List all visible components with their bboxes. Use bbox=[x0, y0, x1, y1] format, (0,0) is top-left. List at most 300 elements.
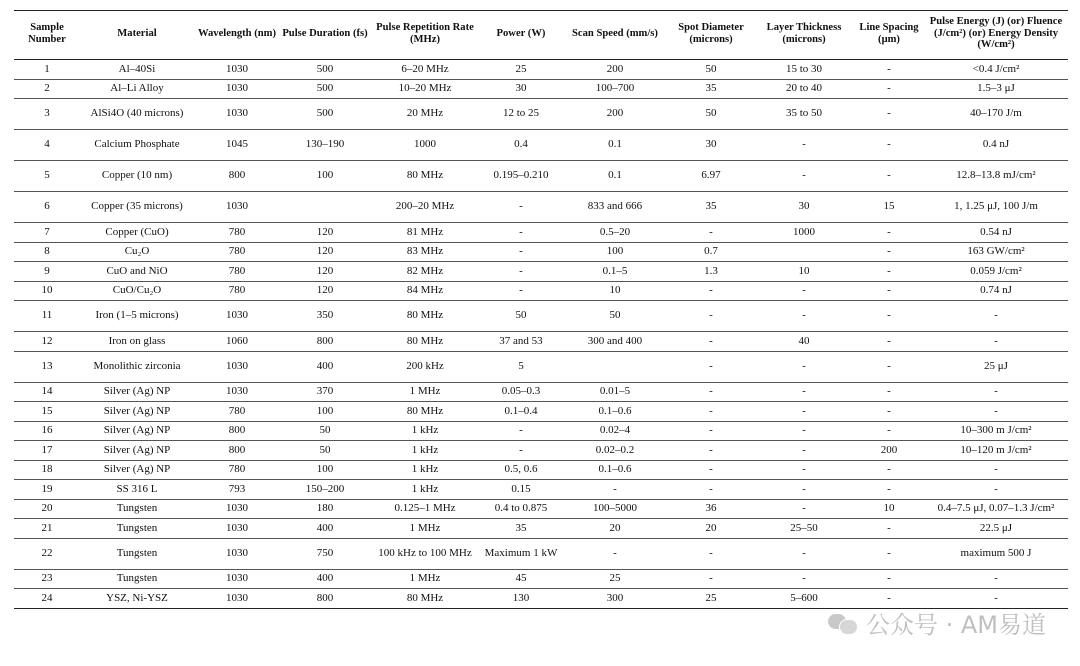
table-row bbox=[14, 130, 1068, 161]
table-cell: 20 bbox=[562, 519, 668, 539]
table-cell: 800 bbox=[280, 589, 370, 609]
table-cell: 100–5000 bbox=[562, 499, 668, 519]
table-cell: - bbox=[854, 281, 924, 301]
table-cell: - bbox=[668, 538, 754, 569]
table-cell: Monolithic zirconia bbox=[80, 351, 194, 382]
table-cell: - bbox=[754, 441, 854, 461]
table-cell: AlSi4O (40 microns) bbox=[80, 99, 194, 130]
table-cell: - bbox=[480, 223, 562, 243]
table-cell: 21 bbox=[14, 519, 80, 539]
table-cell: 780 bbox=[194, 242, 280, 262]
table-cell: - bbox=[480, 192, 562, 223]
header-cell: Sample Number bbox=[14, 11, 80, 60]
table-cell: 40–170 J/m bbox=[924, 99, 1068, 130]
table-cell: 6–20 MHz bbox=[370, 60, 480, 80]
table-cell: 100 bbox=[280, 460, 370, 480]
table-cell: - bbox=[854, 130, 924, 161]
table-cell: - bbox=[480, 262, 562, 282]
table-cell: 0.15 bbox=[480, 480, 562, 500]
table-cell: 0.1–5 bbox=[562, 262, 668, 282]
table-cell: 12 to 25 bbox=[480, 99, 562, 130]
table-row bbox=[14, 569, 1068, 589]
table-cell: - bbox=[668, 351, 754, 382]
table-cell: 80 MHz bbox=[370, 402, 480, 422]
table-cell: - bbox=[668, 460, 754, 480]
table-cell: 1030 bbox=[194, 60, 280, 80]
table-cell: 0.4 to 0.875 bbox=[480, 499, 562, 519]
table-cell: 20 bbox=[14, 499, 80, 519]
table-cell: - bbox=[668, 569, 754, 589]
table-cell: 1030 bbox=[194, 569, 280, 589]
table-cell: 0.5–20 bbox=[562, 223, 668, 243]
table-cell: 100 bbox=[280, 402, 370, 422]
table-cell: 1030 bbox=[194, 301, 280, 332]
table-cell: - bbox=[754, 382, 854, 402]
table-cell: 200 bbox=[854, 441, 924, 461]
table-cell: 120 bbox=[280, 262, 370, 282]
table-row bbox=[14, 161, 1068, 192]
table-cell: 7 bbox=[14, 223, 80, 243]
table-cell: 163 GW/cm² bbox=[924, 242, 1068, 262]
table-cell: 370 bbox=[280, 382, 370, 402]
table-cell: - bbox=[668, 441, 754, 461]
table-cell: 130 bbox=[480, 589, 562, 609]
table-cell: 800 bbox=[280, 332, 370, 352]
table-cell: 1030 bbox=[194, 382, 280, 402]
table-cell: 20 to 40 bbox=[754, 79, 854, 99]
table-cell: Copper (10 nm) bbox=[80, 161, 194, 192]
laser-parameters-table bbox=[14, 10, 1068, 609]
table-cell: 0.1 bbox=[562, 161, 668, 192]
table-cell: 0.125–1 MHz bbox=[370, 499, 480, 519]
header-cell: Line Spacing (μm) bbox=[854, 11, 924, 60]
table-row bbox=[14, 301, 1068, 332]
table-cell: - bbox=[480, 441, 562, 461]
table-cell: - bbox=[854, 519, 924, 539]
table-cell: Silver (Ag) NP bbox=[80, 460, 194, 480]
table-cell: 300 and 400 bbox=[562, 332, 668, 352]
table-cell: 50 bbox=[280, 441, 370, 461]
table-cell: Tungsten bbox=[80, 499, 194, 519]
table-cell: 5 bbox=[480, 351, 562, 382]
table-cell: Silver (Ag) NP bbox=[80, 402, 194, 422]
table-cell: Tungsten bbox=[80, 538, 194, 569]
table-row bbox=[14, 351, 1068, 382]
table-cell: - bbox=[924, 402, 1068, 422]
table-cell: 500 bbox=[280, 60, 370, 80]
header-cell: Power (W) bbox=[480, 11, 562, 60]
table-cell: Silver (Ag) NP bbox=[80, 441, 194, 461]
table-cell: - bbox=[754, 460, 854, 480]
table-cell: 130–190 bbox=[280, 130, 370, 161]
table-cell: 30 bbox=[754, 192, 854, 223]
table-cell: 37 and 53 bbox=[480, 332, 562, 352]
table-cell: 800 bbox=[194, 161, 280, 192]
table-cell: 1000 bbox=[370, 130, 480, 161]
table-cell: 1030 bbox=[194, 499, 280, 519]
table-cell: 10 bbox=[14, 281, 80, 301]
table-cell: 100 kHz to 100 MHz bbox=[370, 538, 480, 569]
table-cell: 0.54 nJ bbox=[924, 223, 1068, 243]
table-cell: 0.4–7.5 μJ, 0.07–1.3 J/cm² bbox=[924, 499, 1068, 519]
table-row bbox=[14, 519, 1068, 539]
table-cell: 3 bbox=[14, 99, 80, 130]
table-cell: Silver (Ag) NP bbox=[80, 421, 194, 441]
table-cell: 350 bbox=[280, 301, 370, 332]
table-cell: 25 bbox=[562, 569, 668, 589]
table-cell: 10 bbox=[562, 281, 668, 301]
table-cell: 180 bbox=[280, 499, 370, 519]
table-cell: 780 bbox=[194, 262, 280, 282]
table-cell: Cu₂O bbox=[80, 242, 194, 262]
table-cell: 10–120 m J/cm² bbox=[924, 441, 1068, 461]
table-cell: - bbox=[754, 130, 854, 161]
table-cell: 1 kHz bbox=[370, 441, 480, 461]
table-cell: - bbox=[754, 499, 854, 519]
table-cell: 5–600 bbox=[754, 589, 854, 609]
table-cell: maximum 500 J bbox=[924, 538, 1068, 569]
table-cell: - bbox=[854, 161, 924, 192]
table-cell: Iron (1–5 microns) bbox=[80, 301, 194, 332]
table-cell: 1045 bbox=[194, 130, 280, 161]
table-cell: - bbox=[668, 281, 754, 301]
header-cell: Spot Diameter (microns) bbox=[668, 11, 754, 60]
table-cell: 0.1–0.6 bbox=[562, 460, 668, 480]
table-cell: 800 bbox=[194, 421, 280, 441]
table-cell: - bbox=[754, 402, 854, 422]
table-cell: 10 bbox=[754, 262, 854, 282]
table-cell: 1030 bbox=[194, 589, 280, 609]
header-cell: Pulse Duration (fs) bbox=[280, 11, 370, 60]
table-cell: - bbox=[854, 99, 924, 130]
table-cell: 17 bbox=[14, 441, 80, 461]
table-cell: 1030 bbox=[194, 192, 280, 223]
table-cell: 36 bbox=[668, 499, 754, 519]
table-cell: SS 316 L bbox=[80, 480, 194, 500]
table-row bbox=[14, 79, 1068, 99]
table-cell: 750 bbox=[280, 538, 370, 569]
table-row bbox=[14, 332, 1068, 352]
table-cell: - bbox=[924, 382, 1068, 402]
table-cell: - bbox=[854, 402, 924, 422]
table-cell: - bbox=[668, 332, 754, 352]
table-cell: - bbox=[924, 332, 1068, 352]
table-cell bbox=[280, 192, 370, 223]
table-cell: 24 bbox=[14, 589, 80, 609]
table-cell: 20 bbox=[668, 519, 754, 539]
header-cell: Material bbox=[80, 11, 194, 60]
table-cell: 50 bbox=[480, 301, 562, 332]
table-cell: 1 MHz bbox=[370, 519, 480, 539]
table-cell: - bbox=[480, 281, 562, 301]
watermark bbox=[828, 605, 1046, 640]
table-cell: 6.97 bbox=[668, 161, 754, 192]
table-cell: 23 bbox=[14, 569, 80, 589]
table-cell: 82 MHz bbox=[370, 262, 480, 282]
table-cell: - bbox=[754, 351, 854, 382]
table-cell: 50 bbox=[668, 60, 754, 80]
table-cell: 2 bbox=[14, 79, 80, 99]
table-cell: - bbox=[854, 262, 924, 282]
table-cell: 0.1–0.4 bbox=[480, 402, 562, 422]
table-cell: 84 MHz bbox=[370, 281, 480, 301]
table-cell: 9 bbox=[14, 262, 80, 282]
table-cell: 30 bbox=[480, 79, 562, 99]
table-cell: Al–40Si bbox=[80, 60, 194, 80]
table-cell: 83 MHz bbox=[370, 242, 480, 262]
table-cell: 1030 bbox=[194, 351, 280, 382]
table-cell: 100 bbox=[280, 161, 370, 192]
table-row bbox=[14, 262, 1068, 282]
table-body bbox=[14, 60, 1068, 609]
table-cell: 10–300 m J/cm² bbox=[924, 421, 1068, 441]
table-cell: 10 bbox=[854, 499, 924, 519]
table-cell: 13 bbox=[14, 351, 80, 382]
table-cell: 15 bbox=[854, 192, 924, 223]
table-cell: - bbox=[480, 242, 562, 262]
table-cell: - bbox=[854, 332, 924, 352]
table-cell: - bbox=[854, 421, 924, 441]
table-cell: 1030 bbox=[194, 538, 280, 569]
table-cell: CuO and NiO bbox=[80, 262, 194, 282]
table-row bbox=[14, 99, 1068, 130]
table-cell: 25 bbox=[668, 589, 754, 609]
table-cell: 200 bbox=[562, 60, 668, 80]
table-cell: - bbox=[924, 460, 1068, 480]
table-cell: - bbox=[480, 421, 562, 441]
table-cell: 1.3 bbox=[668, 262, 754, 282]
table-cell: 1030 bbox=[194, 79, 280, 99]
wechat-icon bbox=[828, 611, 858, 635]
table-cell: 15 bbox=[14, 402, 80, 422]
table-cell: 1 MHz bbox=[370, 382, 480, 402]
table-cell: 780 bbox=[194, 281, 280, 301]
table-cell: 300 bbox=[562, 589, 668, 609]
table-cell: 10–20 MHz bbox=[370, 79, 480, 99]
table-cell: 50 bbox=[280, 421, 370, 441]
table-cell: 80 MHz bbox=[370, 161, 480, 192]
table-row bbox=[14, 421, 1068, 441]
table-cell: 200 kHz bbox=[370, 351, 480, 382]
table-cell: 14 bbox=[14, 382, 80, 402]
table-cell: 0.02–0.2 bbox=[562, 441, 668, 461]
table-cell: 200 bbox=[562, 99, 668, 130]
table-cell: 35 bbox=[480, 519, 562, 539]
table-cell: - bbox=[924, 589, 1068, 609]
table-cell: 40 bbox=[754, 332, 854, 352]
table-cell: Tungsten bbox=[80, 569, 194, 589]
table-cell: - bbox=[924, 480, 1068, 500]
table-cell: 800 bbox=[194, 441, 280, 461]
table-cell: 100–700 bbox=[562, 79, 668, 99]
table-cell: 150–200 bbox=[280, 480, 370, 500]
table-cell: - bbox=[854, 60, 924, 80]
table-cell: YSZ, Ni-YSZ bbox=[80, 589, 194, 609]
table-cell: 780 bbox=[194, 402, 280, 422]
table-cell: 120 bbox=[280, 223, 370, 243]
table-cell: 25 μJ bbox=[924, 351, 1068, 382]
table-cell: 50 bbox=[562, 301, 668, 332]
table-container bbox=[14, 10, 1068, 609]
table-cell: - bbox=[668, 301, 754, 332]
table-row bbox=[14, 382, 1068, 402]
header-cell: Pulse Repetition Rate (MHz) bbox=[370, 11, 480, 60]
table-cell: 22 bbox=[14, 538, 80, 569]
table-cell: 100 bbox=[562, 242, 668, 262]
table-cell: - bbox=[668, 382, 754, 402]
table-cell: 8 bbox=[14, 242, 80, 262]
table-cell: 120 bbox=[280, 242, 370, 262]
table-cell: 0.7 bbox=[668, 242, 754, 262]
table-cell: 500 bbox=[280, 99, 370, 130]
table-cell: 50 bbox=[668, 99, 754, 130]
table-cell: - bbox=[668, 421, 754, 441]
table-cell: Calcium Phosphate bbox=[80, 130, 194, 161]
table-cell: - bbox=[754, 421, 854, 441]
table-cell: - bbox=[854, 538, 924, 569]
table-cell: - bbox=[668, 402, 754, 422]
table-cell: 1060 bbox=[194, 332, 280, 352]
table-cell: 16 bbox=[14, 421, 80, 441]
table-cell: - bbox=[854, 382, 924, 402]
table-cell: 1 MHz bbox=[370, 569, 480, 589]
table-cell: 20 MHz bbox=[370, 99, 480, 130]
table-cell: 6 bbox=[14, 192, 80, 223]
table-cell: - bbox=[562, 480, 668, 500]
table-row bbox=[14, 480, 1068, 500]
table-cell: 120 bbox=[280, 281, 370, 301]
table-cell: - bbox=[668, 223, 754, 243]
table-cell: 0.059 J/cm² bbox=[924, 262, 1068, 282]
table-cell: 1030 bbox=[194, 519, 280, 539]
table-cell: CuO/Cu₂O bbox=[80, 281, 194, 301]
table-cell: - bbox=[854, 301, 924, 332]
table-cell: - bbox=[562, 538, 668, 569]
watermark-text: 公众号 · AM易道 bbox=[865, 611, 1046, 639]
table-cell: 0.74 nJ bbox=[924, 281, 1068, 301]
table-cell: 833 and 666 bbox=[562, 192, 668, 223]
table-cell: Al–Li Alloy bbox=[80, 79, 194, 99]
table-cell: - bbox=[854, 569, 924, 589]
table-cell: 15 to 30 bbox=[754, 60, 854, 80]
table-cell: - bbox=[668, 480, 754, 500]
table-cell bbox=[562, 351, 668, 382]
table-row bbox=[14, 192, 1068, 223]
table-cell: - bbox=[754, 301, 854, 332]
table-cell: 200–20 MHz bbox=[370, 192, 480, 223]
table-cell: 0.02–4 bbox=[562, 421, 668, 441]
table-cell: 780 bbox=[194, 460, 280, 480]
table-row bbox=[14, 460, 1068, 480]
table-row bbox=[14, 538, 1068, 569]
table-cell: 500 bbox=[280, 79, 370, 99]
table-cell: 11 bbox=[14, 301, 80, 332]
table-row bbox=[14, 402, 1068, 422]
table-cell: - bbox=[854, 242, 924, 262]
table-row bbox=[14, 281, 1068, 301]
table-cell: Copper (CuO) bbox=[80, 223, 194, 243]
table-cell: 80 MHz bbox=[370, 332, 480, 352]
table-cell: 1.5–3 μJ bbox=[924, 79, 1068, 99]
table-cell: 1 kHz bbox=[370, 480, 480, 500]
table-cell: 780 bbox=[194, 223, 280, 243]
table-cell: 80 MHz bbox=[370, 589, 480, 609]
table-cell: 25 bbox=[480, 60, 562, 80]
table-cell: 22.5 μJ bbox=[924, 519, 1068, 539]
table-cell: 0.5, 0.6 bbox=[480, 460, 562, 480]
table-cell: 80 MHz bbox=[370, 301, 480, 332]
table-cell: 4 bbox=[14, 130, 80, 161]
table-cell: Copper (35 microns) bbox=[80, 192, 194, 223]
table-cell: Iron on glass bbox=[80, 332, 194, 352]
table-cell: 0.1–0.6 bbox=[562, 402, 668, 422]
table-cell: 400 bbox=[280, 351, 370, 382]
table-cell: 400 bbox=[280, 569, 370, 589]
table-cell: Silver (Ag) NP bbox=[80, 382, 194, 402]
table-cell: 1, 1.25 μJ, 100 J/m bbox=[924, 192, 1068, 223]
table-cell: 19 bbox=[14, 480, 80, 500]
table-cell: 0.05–0.3 bbox=[480, 382, 562, 402]
header-cell: Layer Thickness (microns) bbox=[754, 11, 854, 60]
table-row bbox=[14, 223, 1068, 243]
table-cell: - bbox=[854, 351, 924, 382]
table-cell: 0.4 nJ bbox=[924, 130, 1068, 161]
table-cell: - bbox=[854, 460, 924, 480]
table-cell: 5 bbox=[14, 161, 80, 192]
table-cell: 12 bbox=[14, 332, 80, 352]
table-cell: <0.4 J/cm² bbox=[924, 60, 1068, 80]
table-cell: 35 to 50 bbox=[754, 99, 854, 130]
table-cell: 30 bbox=[668, 130, 754, 161]
table-cell: - bbox=[754, 480, 854, 500]
table-cell: 0.1 bbox=[562, 130, 668, 161]
table-cell bbox=[754, 242, 854, 262]
table-cell: 81 MHz bbox=[370, 223, 480, 243]
table-cell: 25–50 bbox=[754, 519, 854, 539]
table-cell: - bbox=[924, 569, 1068, 589]
table-cell: 12.8–13.8 mJ/cm² bbox=[924, 161, 1068, 192]
table-cell: Tungsten bbox=[80, 519, 194, 539]
table-cell: - bbox=[854, 480, 924, 500]
table-row bbox=[14, 60, 1068, 80]
table-cell: - bbox=[854, 79, 924, 99]
header-cell: Pulse Energy (J) (or) Fluence (J/cm²) (or) Energy Density (W/cm²) bbox=[924, 11, 1068, 60]
table-row bbox=[14, 441, 1068, 461]
table-cell: 1030 bbox=[194, 99, 280, 130]
table-row bbox=[14, 242, 1068, 262]
table-cell: 1 kHz bbox=[370, 460, 480, 480]
table-cell: 45 bbox=[480, 569, 562, 589]
table-cell: 35 bbox=[668, 79, 754, 99]
table-cell: - bbox=[754, 281, 854, 301]
table-cell: - bbox=[754, 538, 854, 569]
table-cell: 0.195–0.210 bbox=[480, 161, 562, 192]
table-cell: - bbox=[924, 301, 1068, 332]
table-header-row bbox=[14, 11, 1068, 60]
table-cell: 1 kHz bbox=[370, 421, 480, 441]
header-cell: Scan Speed (mm/s) bbox=[562, 11, 668, 60]
table-cell: - bbox=[754, 161, 854, 192]
table-cell: 793 bbox=[194, 480, 280, 500]
table-cell: 35 bbox=[668, 192, 754, 223]
table-cell: 1000 bbox=[754, 223, 854, 243]
table-cell: - bbox=[754, 569, 854, 589]
table-cell: 1 bbox=[14, 60, 80, 80]
table-cell: Maximum 1 kW bbox=[480, 538, 562, 569]
table-row bbox=[14, 499, 1068, 519]
table-cell: - bbox=[854, 589, 924, 609]
header-cell: Wavelength (nm) bbox=[194, 11, 280, 60]
